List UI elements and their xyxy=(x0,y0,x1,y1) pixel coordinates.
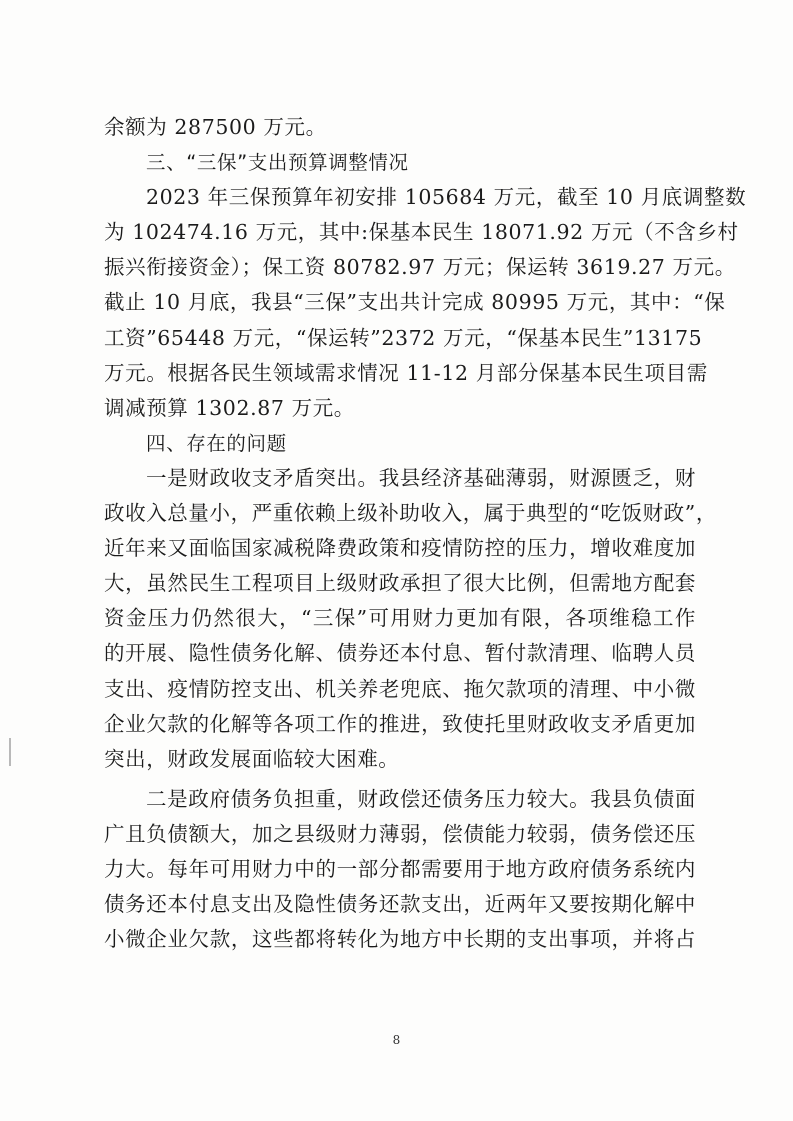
paragraph-line: 工资”65448 万元，“保运转”2372 万元，“保基本民生”13175 xyxy=(104,325,703,350)
paragraph-line: 振兴衔接资金）；保工资 80782.97 万元；保运转 3619.27 万元。 xyxy=(104,255,736,280)
page-number: 8 xyxy=(392,1033,401,1047)
paragraph-line: 债务还本付息支出及隐性债务还款支出，近两年又要按期化解中 xyxy=(104,892,696,917)
section-heading-three-guarantees: 三、“三保”支出预算调整情况 xyxy=(146,151,409,175)
section-heading-problems: 四、存在的问题 xyxy=(146,431,287,455)
paragraph-line: 广且负债额大，加之县级财力薄弱，偿债能力较弱，债务偿还压 xyxy=(104,821,696,846)
paragraph-line: 大，虽然民生工程项目上级财政承担了很大比例，但需地方配套 xyxy=(104,571,696,596)
paragraph-line: 调减预算 1302.87 万元。 xyxy=(104,395,355,420)
paragraph-line: 资金压力仍然很大，“三保”可用财力更加有限，各项维稳工作 xyxy=(104,606,696,631)
paragraph-line: 企业欠款的化解等各项工作的推进，致使托里财政收支矛盾更加 xyxy=(104,711,696,736)
paragraph-line: 为 102474.16 万元，其中:保基本民生 18071.92 万元（不含乡村 xyxy=(104,220,739,245)
paragraph-line: 的开展、隐性债务化解、债券还本付息、暂付款清理、临聘人员 xyxy=(104,641,696,666)
scan-artifact-line xyxy=(9,738,11,766)
paragraph-line: 突出，财政发展面临较大困难。 xyxy=(104,746,400,771)
paragraph-line: 二是政府债务负担重，财政偿还债务压力较大。我县负债面 xyxy=(146,786,696,811)
paragraph-line: 一是财政收支矛盾突出。我县经济基础薄弱，财源匮乏，财 xyxy=(146,465,696,490)
paragraph-line: 力大。每年可用财力中的一部分都需要用于地方政府债务系统内 xyxy=(104,856,696,881)
paragraph-line: 支出、疫情防控支出、机关养老兜底、拖欠款项的清理、中小微 xyxy=(104,676,696,701)
paragraph-line: 余额为 287500 万元。 xyxy=(104,115,327,139)
paragraph-line: 截止 10 月底，我县“三保”支出共计完成 80995 万元，其中：“保 xyxy=(104,290,726,315)
paragraph-line: 万元。根据各民生领域需求情况 11-12 月部分保基本民生项目需 xyxy=(104,360,708,385)
document-body xyxy=(104,110,747,957)
paragraph-line: 2023 年三保预算年初安排 105684 万元，截至 10 月底调整数 xyxy=(146,185,747,210)
paragraph-line: 近年来又面临国家减税降费政策和疫情防控的压力，增收难度加 xyxy=(104,536,696,561)
paragraph-line: 小微企业欠款，这些都将转化为地方中长期的支出事项，并将占 xyxy=(104,927,696,952)
paragraph-line: 政收入总量小，严重依赖上级补助收入，属于典型的“吃饭财政”， xyxy=(104,501,717,526)
